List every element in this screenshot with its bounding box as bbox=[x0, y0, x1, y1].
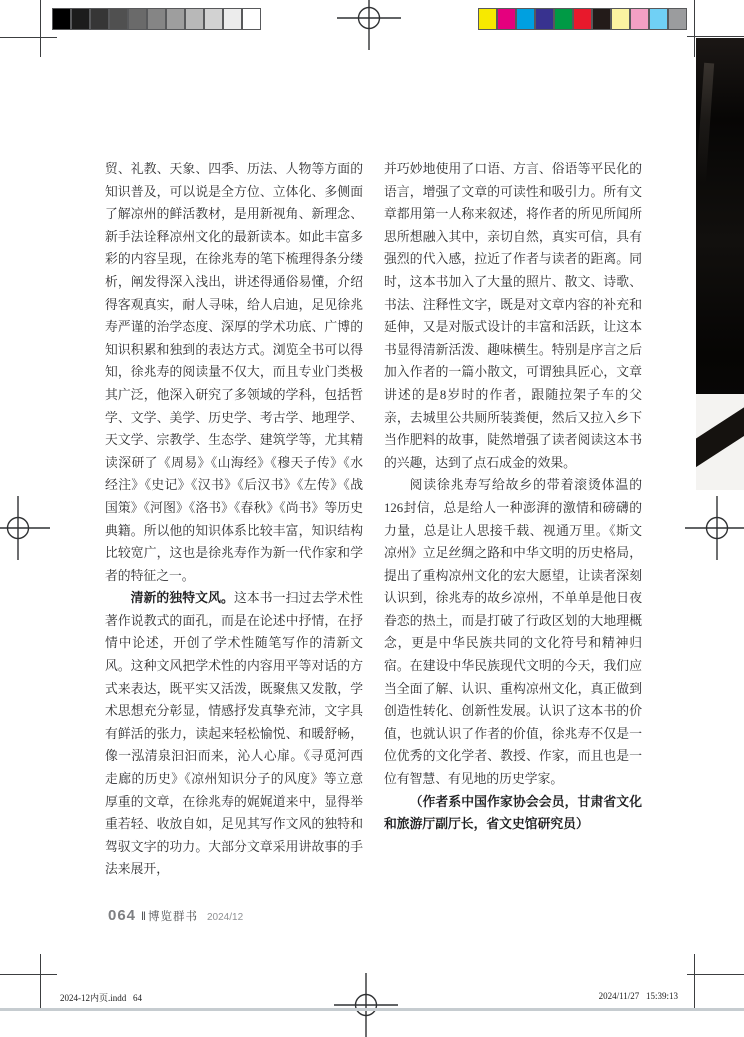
calibration-swatch bbox=[71, 8, 90, 30]
adjacent-page-bleed bbox=[696, 38, 744, 490]
calibration-swatch bbox=[166, 8, 185, 30]
crop-mark bbox=[0, 37, 57, 38]
calibration-swatch bbox=[52, 8, 71, 30]
crop-mark bbox=[40, 0, 41, 57]
issue-number: 2024/12 bbox=[207, 912, 244, 923]
calibration-swatch bbox=[204, 8, 223, 30]
paragraph-letters: 阅读徐兆寿写给故乡的带着滚烫体温的126封信，总是给人一种澎湃的激情和磅礴的力量，总是让人思接千载、视通万里。《斯文凉州》立足丝绸之路和中华文明的历史格局，提出了重构凉州文化的宏大愿望，让读者深刻认识到，徐兆寿的故乡凉州，不单单是他日夜眷恋的热土，而是打破了行政区划的大地理概念，更是中华民族共同的文化符号和精神归宿。在建设中华民族现代文明的今天，我们应当全面了解、认识、重构凉州文化，真正做到创造性转化、创新性发展。认识了这本书的价值，也就认识了作者的价值，徐兆寿不仅是一位优秀的文化学者、教授、作家，而且也是一位有智慧、有见地的历史学家。 bbox=[384, 478, 642, 787]
page-footer bbox=[108, 907, 243, 924]
calibration-swatch bbox=[630, 8, 649, 30]
calibration-swatch bbox=[223, 8, 242, 30]
calibration-swatch bbox=[535, 8, 554, 30]
slug-filename: 2024-12内页.indd 64 bbox=[60, 993, 142, 1003]
paragraph-continuation: 并巧妙地使用了口语、方言、俗语等平民化的语言，增强了文章的可读性和吸引力。所有文章都用第一人称来叙述，将作者的所见所闻所思所想融入其中，亲切自然，真实可信，具有强烈的代入感，拉近了作者与读者的距离。同时，这本书加入了大量的照片、散文、诗歌、书法、注释性文字，既是对文章内容的补充和延伸，又是对版式设计的丰富和活跃，让这本书显得清新活泼、趣味横生。特别是序言之后加入作者的一篇小散文，可谓独具匠心，文章讲述的是8岁时的作者，跟随拉架子车的父亲，去城里公共厕所装粪便，然后又拉入乡下当作肥料的故事，陡然增强了读者阅读这本书的兴趣，达到了点石成金的效果。 bbox=[384, 162, 642, 470]
registration-mark-icon bbox=[337, 0, 401, 50]
paragraph-new-style bbox=[105, 587, 363, 881]
calibration-swatch bbox=[242, 8, 261, 30]
article-column-right bbox=[384, 158, 642, 836]
paragraph-continuation: 贸、礼教、天象、四季、历法、人物等方面的知识普及，可以说是全方位、立体化、多侧面了解凉州的鲜活教材，是用新视角、新理念、新手法诠释凉州文化的最新读本。如此丰富多彩的内容呈现，在徐兆寿的笔下梳理得条分缕析，阐发得深入浅出，讲述得通俗易懂，介绍得客观真实，耐人寻味，给人启迪，足见徐兆寿严谨的治学态度、深厚的学术功底、广博的知识积累和独到的表达方式。浏览全书可以得知，徐兆寿的阅读量不仅大，而且专业门类极其广泛，他深入研究了多领域的学科，包括哲学、文学、美学、历史学、考古学、地理学、天文学、宗教学、生态学、建筑学等，尤其精读深研了《周易》《山海经》《穆天子传》《水经注》《史记》《汉书》《后汉书》《左传》《战国策》《河图》《洛书》《春秋》《尚书》等历史典籍。所以他的知识体系比较丰富，知识结构比较宽广，这也是徐兆寿作为新一代作家和学者的特征之一。 bbox=[105, 162, 363, 583]
crop-mark bbox=[687, 974, 744, 975]
calibration-swatch bbox=[128, 8, 147, 30]
calibration-swatch bbox=[109, 8, 128, 30]
bleed-highlight bbox=[696, 63, 714, 183]
calibration-swatch bbox=[185, 8, 204, 30]
calibration-swatch bbox=[592, 8, 611, 30]
page-number: 064 bbox=[108, 907, 137, 924]
crop-mark bbox=[694, 954, 695, 1011]
crop-mark bbox=[694, 0, 695, 57]
author-attribution-note: （作者系中国作家协会会员，甘肃省文化和旅游厅副厅长，省文史馆研究员） bbox=[384, 793, 642, 832]
crop-mark bbox=[687, 36, 744, 37]
registration-mark-icon bbox=[685, 496, 744, 560]
calibration-swatch bbox=[90, 8, 109, 30]
calibration-swatch bbox=[668, 8, 687, 30]
crop-mark bbox=[40, 954, 41, 1011]
calibration-swatch bbox=[611, 8, 630, 30]
registration-mark-icon bbox=[334, 973, 398, 1037]
calibration-swatch bbox=[516, 8, 535, 30]
crop-mark bbox=[0, 974, 57, 975]
bleed-white-fragment bbox=[696, 394, 744, 490]
bleed-diagonal-stroke bbox=[696, 401, 744, 468]
registration-mark-icon bbox=[0, 496, 50, 560]
color-calibration-bar bbox=[478, 8, 687, 30]
calibration-swatch bbox=[478, 8, 497, 30]
calibration-swatch bbox=[147, 8, 166, 30]
slug-timestamp: 2024/11/27 15:39:13 bbox=[598, 991, 678, 1001]
calibration-swatch bbox=[649, 8, 668, 30]
calibration-swatch bbox=[497, 8, 516, 30]
grayscale-calibration-bar bbox=[52, 8, 261, 30]
calibration-swatch bbox=[573, 8, 592, 30]
footer-separator: ‖ bbox=[141, 909, 146, 923]
paragraph-body: 这本书一扫过去学术性著作说教式的面孔，而是在论述中抒情，在抒情中论述，开创了学术性随笔写作的清新文风。这种文风把学术性的内容用平等对话的方式来表达，既平实又活泼，既聚焦又发散，学术思想充分彰显，情感抒发真挚充沛，文字具有鲜活的张力，读起来轻松愉悦、和暖舒畅，像一泓清泉汩汩而来，沁人心扉。《寻觅河西走廊的历史》《凉州知识分子的风度》等立意厚重的文章，在徐兆寿的娓娓道来中，显得举重若轻、收放自如，足见其写作文风的独特和驾驭文字的功力。大部分文章采用讲故事的手法来展开， bbox=[105, 591, 364, 877]
article-column-left bbox=[105, 158, 363, 881]
calibration-swatch bbox=[554, 8, 573, 30]
section-lead-bold: 清新的独特文风。 bbox=[130, 590, 234, 606]
journal-name: 博览群书 bbox=[148, 911, 198, 923]
